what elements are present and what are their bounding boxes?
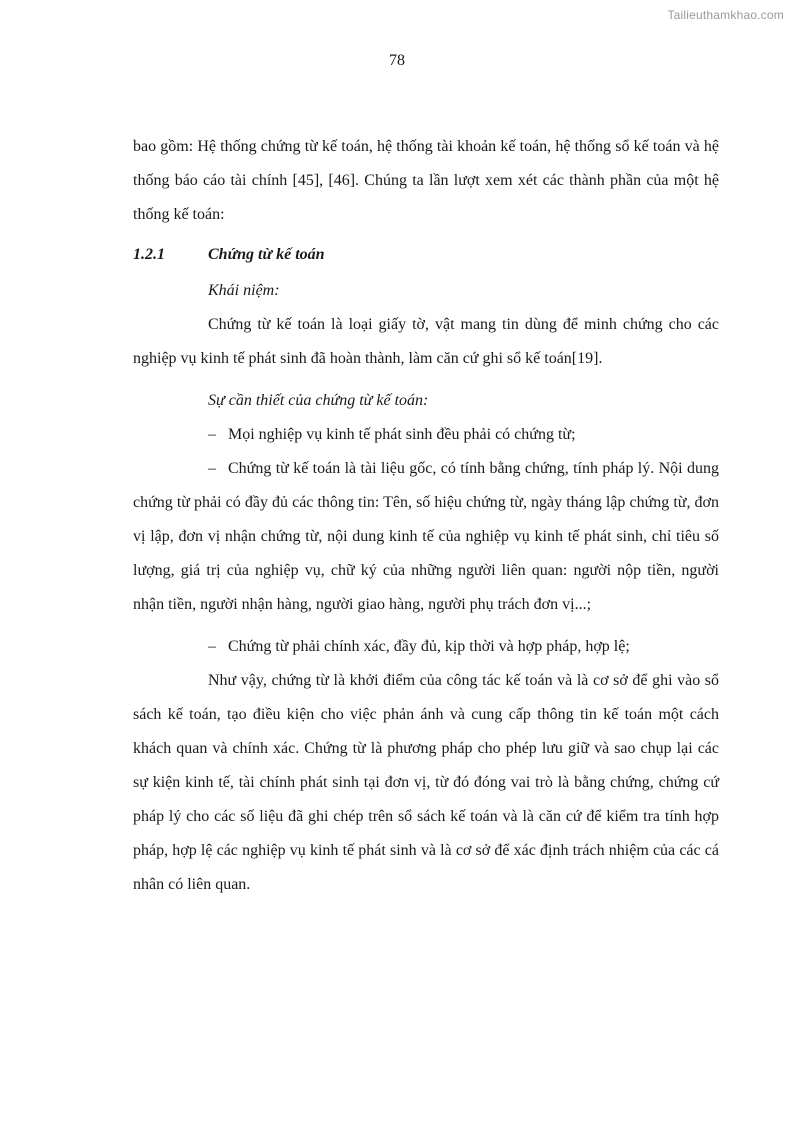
intro-paragraph: bao gồm: Hệ thống chứng từ kế toán, hệ thống tài khoản kế toán, hệ thống sổ kế toán và hệ thống báo cáo tài chính [45], [46]. Chúng ta lần lượt xem xét các thành phần của một hệ thống kế toán:	[133, 138, 719, 223]
list-item-text: Chứng từ phải chính xác, đầy đủ, kịp thời và hợp pháp, hợp lệ;	[228, 638, 630, 655]
list-item-text: Mọi nghiệp vụ kinh tế phát sinh đều phải có chứng từ;	[228, 426, 576, 443]
conclusion-paragraph: Như vậy, chứng từ là khởi điểm của công tác kế toán và là cơ sở để ghi vào sổ sách kế toán, tạo điều kiện cho việc phản ánh và cung cấp thông tin kế toán một cách khách quan và chính xác. Chứng từ là phương pháp cho phép lưu giữ và sao chụp lại các sự kiện kinh tế, tài chính phát sinh tại đơn vị, từ đó đóng vai trò là bằng chứng, chứng cứ pháp lý cho các số liệu đã ghi chép trên sổ sách kế toán và là căn cứ để kiểm tra tính hợp pháp, hợp lệ các nghiệp vụ kinh tế phát sinh và là cơ sở để xác định trách nhiệm của các cá nhân có liên quan.	[133, 672, 719, 893]
concept-label: Khái niệm:	[208, 282, 280, 299]
dash-marker: –	[208, 638, 216, 655]
section-title: Chứng từ kế toán	[208, 246, 325, 263]
concept-paragraph: Chứng từ kế toán là loại giấy tờ, vật mang tin dùng để minh chứng cho các nghiệp vụ kinh tế phát sinh đã hoàn thành, làm căn cứ ghi sổ kế toán[19].	[133, 316, 719, 367]
list-item	[133, 630, 719, 664]
list-item	[133, 418, 719, 452]
section-number: 1.2.1	[133, 246, 165, 263]
dash-marker: –	[208, 460, 216, 477]
list-item-text: Chứng từ kế toán là tài liệu gốc, có tính bằng chứng, tính pháp lý. Nội dung chứng từ phải có đầy đủ các thông tin: Tên, số hiệu chứng từ, ngày tháng lập chứng từ, đơn vị lập, đơn vị nhận chứng từ, nội dung kinh tế của nghiệp vụ kinh tế phát sinh, chỉ tiêu số lượng, giá trị của nghiệp vụ, chữ ký của những người liên quan: người nộp tiền, người nhận tiền, người nhận hàng, người giao hàng, người phụ trách đơn vị...;	[133, 460, 719, 613]
document-body	[133, 130, 719, 902]
page-number: 78	[389, 52, 405, 69]
necessity-label: Sự cần thiết của chứng từ kế toán:	[208, 392, 429, 409]
watermark: Tailieuthamkhao.com	[667, 8, 784, 22]
section-heading	[133, 238, 719, 272]
dash-marker: –	[208, 426, 216, 443]
list-item	[133, 452, 719, 622]
